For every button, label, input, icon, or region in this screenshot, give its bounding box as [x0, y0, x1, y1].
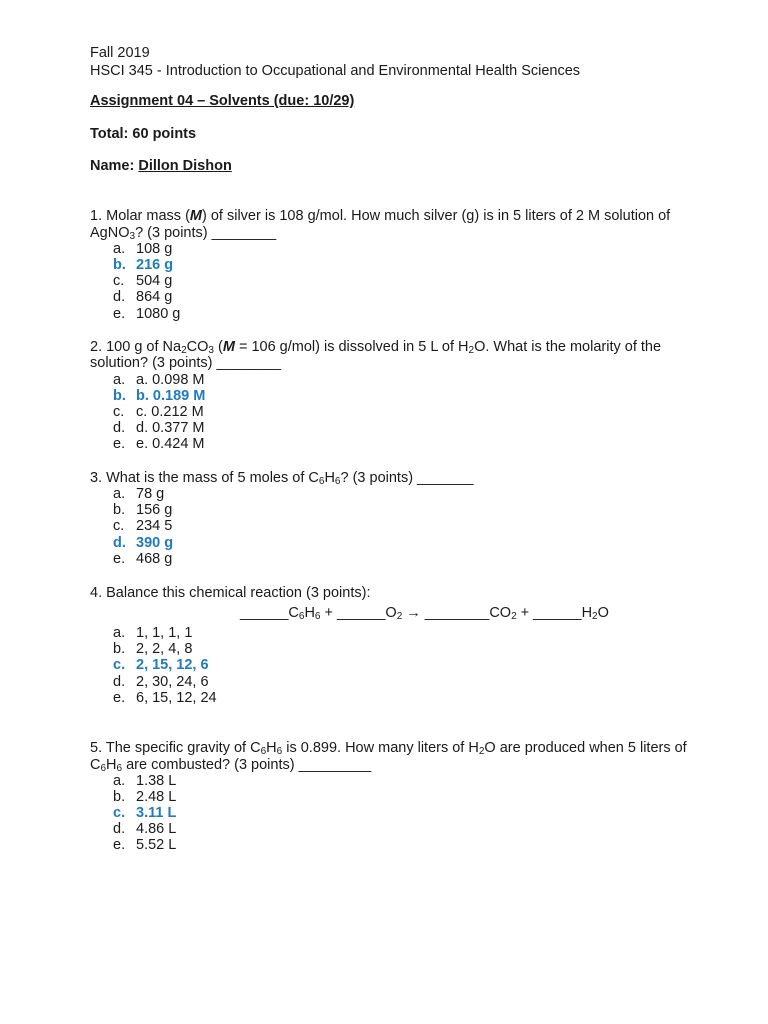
option-text: 390 g	[136, 535, 174, 551]
q5-sub: 6	[116, 763, 123, 774]
q2-text: = 106 g/mol) is dissolved in 5 L of H	[234, 339, 469, 355]
eq-arrow: → ________	[402, 605, 490, 621]
q5-option-d	[113, 821, 176, 837]
q1-option-d	[113, 289, 172, 305]
q4-prompt: 4. Balance this chemical reaction (3 points):	[90, 585, 371, 601]
q2-sub: 2	[468, 345, 475, 356]
q1-formula: AgNO	[90, 225, 130, 241]
q5-sub: 2	[478, 746, 485, 757]
option-text: 5.52 L	[136, 837, 177, 853]
option-letter: c.	[113, 657, 126, 673]
q5-text: is 0.899. How many liters of H	[282, 740, 479, 756]
q2-sub: 3	[208, 345, 214, 356]
q2-text: CO	[186, 339, 209, 355]
q2-prompt-line1	[90, 339, 661, 355]
name-label: Name:	[90, 158, 135, 174]
option-text: e. 0.424 M	[136, 436, 205, 452]
option-letter: d.	[113, 420, 126, 436]
q5-option-b	[113, 789, 176, 805]
option-letter: c.	[113, 805, 126, 821]
option-letter: b.	[113, 257, 126, 273]
option-letter: b.	[113, 789, 126, 805]
option-letter: a.	[113, 773, 126, 789]
q5-text: O are produced when 5 liters of	[484, 740, 687, 756]
q4-option-d	[113, 674, 209, 690]
option-letter: e.	[113, 306, 126, 322]
q3-prompt	[90, 470, 474, 486]
q1-prompt-line1	[90, 208, 670, 224]
q1-text-a: 1. Molar mass (	[90, 208, 190, 224]
q5-sub: 6	[276, 746, 283, 757]
option-letter: a.	[113, 241, 126, 257]
q2-prompt-line2: solution? (3 points) ________	[90, 355, 282, 371]
total-points: Total: 60 points	[90, 126, 197, 142]
q1-option-b-answer	[113, 257, 173, 273]
eq-sub: 2	[511, 611, 517, 622]
option-letter: c.	[113, 404, 125, 420]
option-letter: e.	[113, 837, 126, 853]
q5-prompt-line1	[90, 740, 687, 756]
q5-sub: 6	[260, 746, 267, 757]
option-text: 2, 15, 12, 6	[136, 657, 209, 673]
q4-option-a	[113, 625, 192, 641]
option-text: 1080 g	[136, 306, 181, 322]
q3-sub: 6	[318, 476, 325, 487]
option-text: 216 g	[136, 257, 174, 273]
eq-text: H	[304, 605, 315, 621]
option-text: 1, 1, 1, 1	[136, 625, 193, 641]
option-letter: a.	[113, 625, 126, 641]
eq-text: + ______	[516, 605, 582, 621]
course-title: HSCI 345 - Introduction to Occupational and Environmental Health Sciences	[90, 63, 581, 79]
option-text: 1.38 L	[136, 773, 177, 789]
eq-sub: 2	[396, 611, 403, 622]
option-letter: c.	[113, 518, 125, 534]
q5-text: H	[106, 757, 117, 773]
eq-text: O	[385, 605, 397, 621]
q5-text: H	[266, 740, 277, 756]
q1-formula-sub: 3	[129, 231, 136, 242]
option-letter: d.	[113, 535, 126, 551]
q1-molar-symbol: M	[189, 208, 203, 224]
q1-points: ? (3 points) ________	[135, 225, 277, 241]
q5-text: 5. The specific gravity of C	[90, 740, 261, 756]
q1-option-a	[113, 241, 172, 257]
eq-sub: 2	[592, 611, 598, 622]
eq-text: H	[581, 605, 593, 621]
option-letter: b.	[113, 502, 126, 518]
q3-text: 3. What is the mass of 5 moles of C	[90, 470, 319, 486]
q3-text: H	[324, 470, 335, 486]
q5-prompt-line2	[90, 757, 371, 773]
eq-text: O	[597, 605, 609, 621]
option-letter: b.	[113, 388, 126, 404]
option-text: 78 g	[136, 486, 165, 502]
option-text: 3.11 L	[136, 805, 177, 821]
q2-option-a	[113, 372, 205, 388]
option-letter: a.	[113, 372, 126, 388]
q4-chemical-equation	[240, 605, 609, 621]
option-text: 4.86 L	[136, 821, 177, 837]
q3-text: ? (3 points) _______	[340, 470, 474, 486]
q3-option-a	[113, 486, 164, 502]
q4-option-b	[113, 641, 192, 657]
q1-option-c	[113, 273, 172, 289]
option-letter: e.	[113, 436, 126, 452]
q5-text: C	[90, 757, 101, 773]
q3-sub: 6	[334, 476, 341, 487]
q5-option-c-answer	[113, 805, 176, 821]
q3-option-b	[113, 502, 172, 518]
option-text: 108 g	[136, 241, 173, 257]
assignment-title: Assignment 04 – Solvents (due: 10/29)	[90, 93, 355, 109]
term-line: Fall 2019	[90, 45, 150, 61]
q1-prompt-line2	[90, 225, 276, 241]
option-letter: a.	[113, 486, 126, 502]
option-letter: e.	[113, 690, 126, 706]
q3-option-d-answer	[113, 535, 173, 551]
q2-option-e	[113, 436, 205, 452]
option-text: d. 0.377 M	[136, 420, 205, 436]
q5-text: are combusted? (3 points) _________	[122, 757, 372, 773]
option-text: a. 0.098 M	[136, 372, 205, 388]
option-letter: d.	[113, 674, 126, 690]
option-letter: d.	[113, 821, 126, 837]
option-text: 156 g	[136, 502, 173, 518]
q3-option-c	[113, 518, 172, 534]
q2-text: 2. 100 g of Na	[90, 339, 182, 355]
eq-text: C	[288, 605, 299, 621]
option-text: 2, 30, 24, 6	[136, 674, 209, 690]
q5-sub: 6	[100, 763, 107, 774]
q5-option-e	[113, 837, 176, 853]
q2-option-b-answer	[113, 388, 205, 404]
eq-text: + ______	[320, 605, 386, 621]
option-text: 2, 2, 4, 8	[136, 641, 193, 657]
option-text: 6, 15, 12, 24	[136, 690, 217, 706]
q1-option-e	[113, 306, 180, 322]
name-value: Dillon Dishon	[138, 158, 232, 174]
eq-text: CO	[489, 605, 512, 621]
option-letter: d.	[113, 289, 126, 305]
q4-option-c-answer	[113, 657, 209, 673]
option-text: 468 g	[136, 551, 173, 567]
eq-blank: ______	[240, 605, 289, 621]
option-text: c. 0.212 M	[136, 404, 204, 420]
option-letter: b.	[113, 641, 126, 657]
option-text: b. 0.189 M	[136, 388, 206, 404]
option-text: 864 g	[136, 289, 173, 305]
q2-text: O. What is the molarity of the	[474, 339, 662, 355]
eq-sub: 6	[314, 611, 321, 622]
option-text: 234 5	[136, 518, 173, 534]
name-line	[90, 158, 232, 174]
eq-sub: 6	[298, 611, 305, 622]
option-letter: c.	[113, 273, 125, 289]
q4-option-e	[113, 690, 217, 706]
q2-molar-symbol: M	[222, 339, 235, 355]
option-text: 2.48 L	[136, 789, 177, 805]
q5-option-a	[113, 773, 176, 789]
q1-text-b: ) of silver is 108 g/mol. How much silver (g) is in 5 liters of 2 M solution of	[202, 208, 671, 224]
q2-text: (	[213, 339, 223, 355]
q2-option-c	[113, 404, 204, 420]
q2-sub: 2	[181, 345, 187, 356]
option-text: 504 g	[136, 273, 173, 289]
q2-option-d	[113, 420, 205, 436]
q3-option-e	[113, 551, 172, 567]
option-letter: e.	[113, 551, 126, 567]
